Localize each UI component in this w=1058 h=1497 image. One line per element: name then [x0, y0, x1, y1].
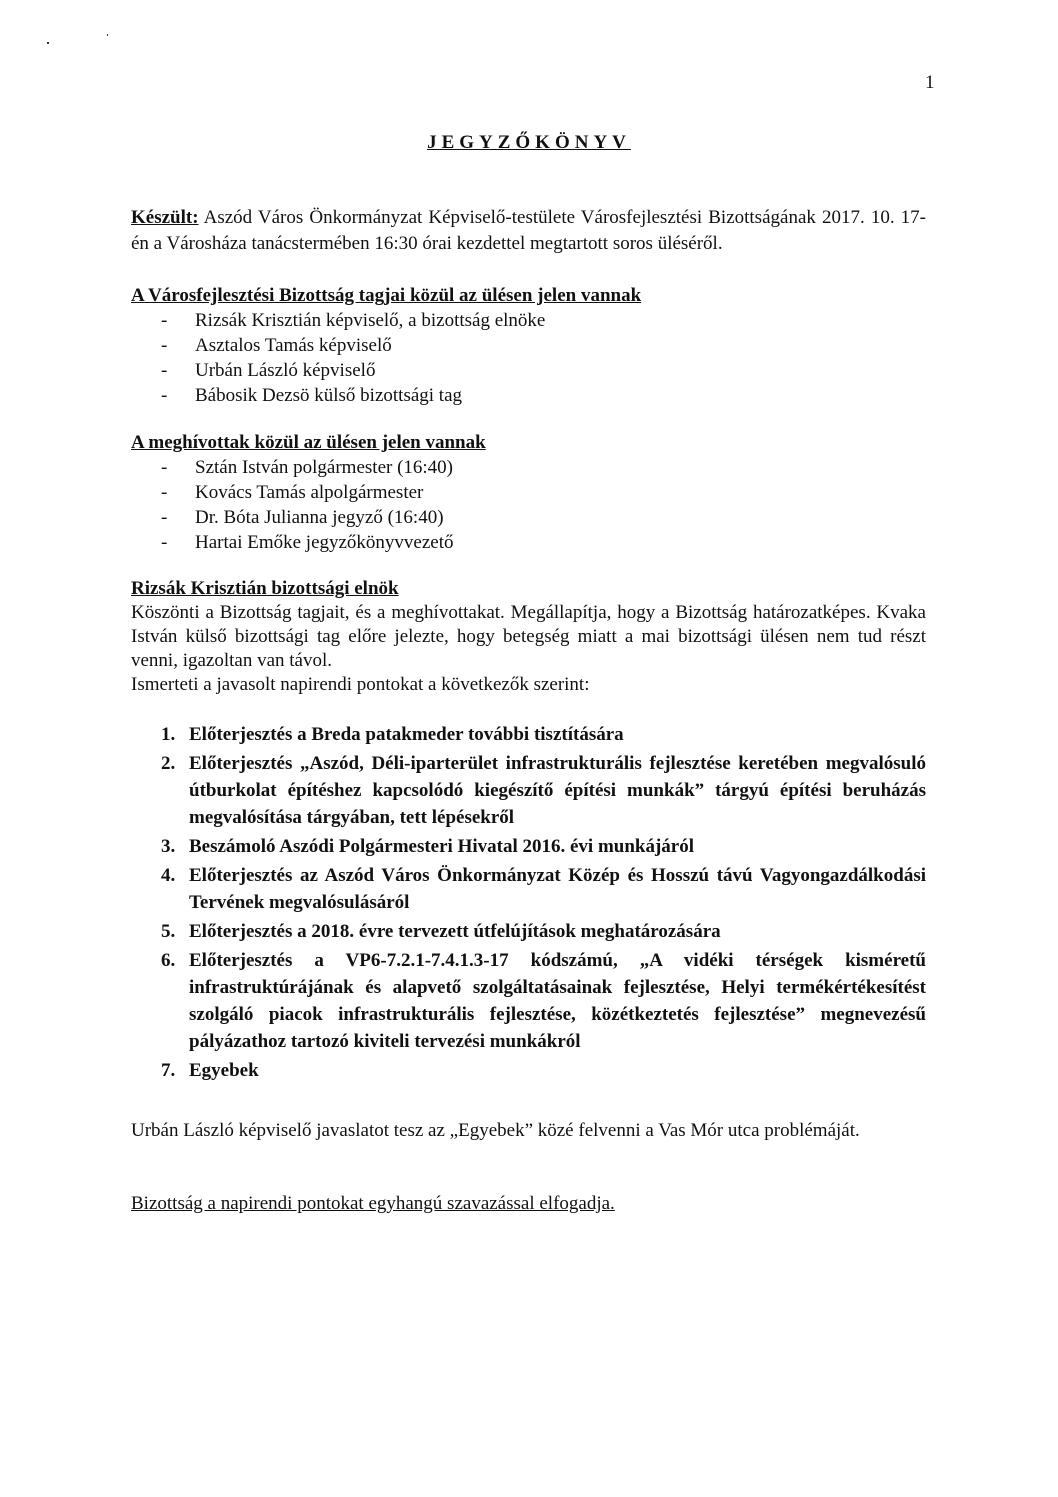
- list-item: [131, 358, 926, 383]
- list-item: [131, 530, 926, 555]
- agenda-number: 2.: [161, 753, 176, 774]
- intro-paragraph: [131, 205, 926, 257]
- decision-paragraph: Bizottság a napirendi pontokat egyhangú szavazással elfogadja.: [131, 1193, 615, 1214]
- invited-list: [131, 455, 926, 555]
- agenda-item: [131, 918, 926, 945]
- page-number: 1: [925, 72, 935, 93]
- agenda-number: 7.: [161, 1060, 176, 1081]
- dash-bullet-icon: -: [161, 310, 168, 331]
- member-name: Urbán László képviselő: [195, 360, 376, 381]
- agenda-list: [131, 721, 926, 1084]
- chair-paragraph: Köszönti a Bizottság tagjait, és a meghívottakat. Megállapítja, hogy a Bizottság határozatképes. Kvaka István külső bizottsági tag előre jelezte, hogy betegség miatt a mai bizottsági ülésen nem tud részt venni, igazoltan van távol.: [131, 602, 926, 671]
- agenda-text: Előterjesztés az Aszód Város Önkormányzat Közép és Hosszú távú Vagyongazdálkodási Tervének megvalósulásáról: [189, 865, 926, 913]
- intro-text: Aszód Város Önkormányzat Képviselő-testülete Városfejlesztési Bizottságának 2017. 10. 17-én a Városháza tanácstermében 16:30 órai kezdettel megtartott soros üléséről.: [131, 207, 926, 254]
- agenda-item: [131, 721, 926, 748]
- agenda-item: [131, 1057, 926, 1084]
- agenda-text: Beszámoló Aszódi Polgármesteri Hivatal 2016. évi munkájáról: [189, 836, 695, 857]
- list-item: [131, 383, 926, 408]
- agenda-item: [131, 750, 926, 831]
- invitee-name: Dr. Bóta Julianna jegyző (16:40): [195, 507, 444, 528]
- agenda-number: 3.: [161, 836, 176, 857]
- invited-heading: A meghívottak közül az ülésen jelen vannak: [131, 432, 486, 453]
- member-name: Rizsák Krisztián képviselő, a bizottság elnöke: [195, 310, 546, 331]
- list-item: [131, 505, 926, 530]
- agenda-text: Előterjesztés a 2018. évre tervezett útfelújítások meghatározására: [189, 921, 721, 942]
- document-title: JEGYZŐKÖNYV: [427, 132, 631, 153]
- chair-heading: Rizsák Krisztián bizottsági elnök: [131, 578, 399, 599]
- members-section: [131, 283, 926, 408]
- list-item: [131, 308, 926, 333]
- invitee-name: Hartai Emőke jegyzőkönyvvezető: [195, 532, 454, 553]
- proposal-paragraph: Urbán László képviselő javaslatot tesz az „Egyebek” közé felvenni a Vas Mór utca problémáját.: [131, 1120, 860, 1141]
- member-name: Asztalos Tamás képviselő: [195, 335, 392, 356]
- agenda-item: [131, 947, 926, 1055]
- scan-speck: [107, 34, 108, 36]
- agenda-intro: Ismerteti a javasolt napirendi pontokat a következők szerint:: [131, 674, 590, 695]
- agenda-number: 5.: [161, 921, 176, 942]
- agenda-text: Egyebek: [189, 1060, 259, 1081]
- chair-section: [131, 577, 926, 697]
- invitee-name: Kovács Tamás alpolgármester: [195, 482, 424, 503]
- dash-bullet-icon: -: [161, 507, 168, 528]
- intro-label: Készült:: [131, 207, 199, 228]
- dash-bullet-icon: -: [161, 482, 168, 503]
- scan-speck: [47, 42, 49, 44]
- dash-bullet-icon: -: [161, 335, 168, 356]
- invited-section: [131, 430, 926, 555]
- dash-bullet-icon: -: [161, 532, 168, 553]
- members-list: [131, 308, 926, 408]
- agenda-text: Előterjesztés a Breda patakmeder további tisztítására: [189, 724, 624, 745]
- agenda-number: 4.: [161, 865, 176, 886]
- agenda-number: 1.: [161, 724, 176, 745]
- dash-bullet-icon: -: [161, 360, 168, 381]
- agenda-text: Előterjesztés „Aszód, Déli-iparterület infrastrukturális fejlesztése keretében megvalósuló útburkolat építéshez kapcsolódó kiegészítő építési munkák” tárgyú építési beruházás megvalósítása tárgyában, tett lépésekről: [189, 753, 926, 828]
- agenda-item: [131, 862, 926, 916]
- member-name: Bábosik Dezsö külső bizottsági tag: [195, 385, 463, 406]
- dash-bullet-icon: -: [161, 385, 168, 406]
- members-heading: A Városfejlesztési Bizottság tagjai közül az ülésen jelen vannak: [131, 285, 642, 306]
- agenda-section: [131, 721, 926, 1084]
- dash-bullet-icon: -: [161, 457, 168, 478]
- agenda-text: Előterjesztés a VP6-7.2.1-7.4.1.3-17 kódszámú, „A vidéki térségek kisméretű infrastruktúrájának és alapvető szolgáltatásainak fejlesztése, Helyi termékértékesítést szolgáló piacok infrastrukturális fejlesztése, közétkeztetés fejlesztése” megnevezésű pályázathoz tartozó kiviteli tervezési munkákról: [189, 950, 926, 1052]
- agenda-item: [131, 833, 926, 860]
- invitee-name: Sztán István polgármester (16:40): [195, 457, 454, 478]
- list-item: [131, 480, 926, 505]
- list-item: [131, 455, 926, 480]
- agenda-number: 6.: [161, 950, 176, 971]
- list-item: [131, 333, 926, 358]
